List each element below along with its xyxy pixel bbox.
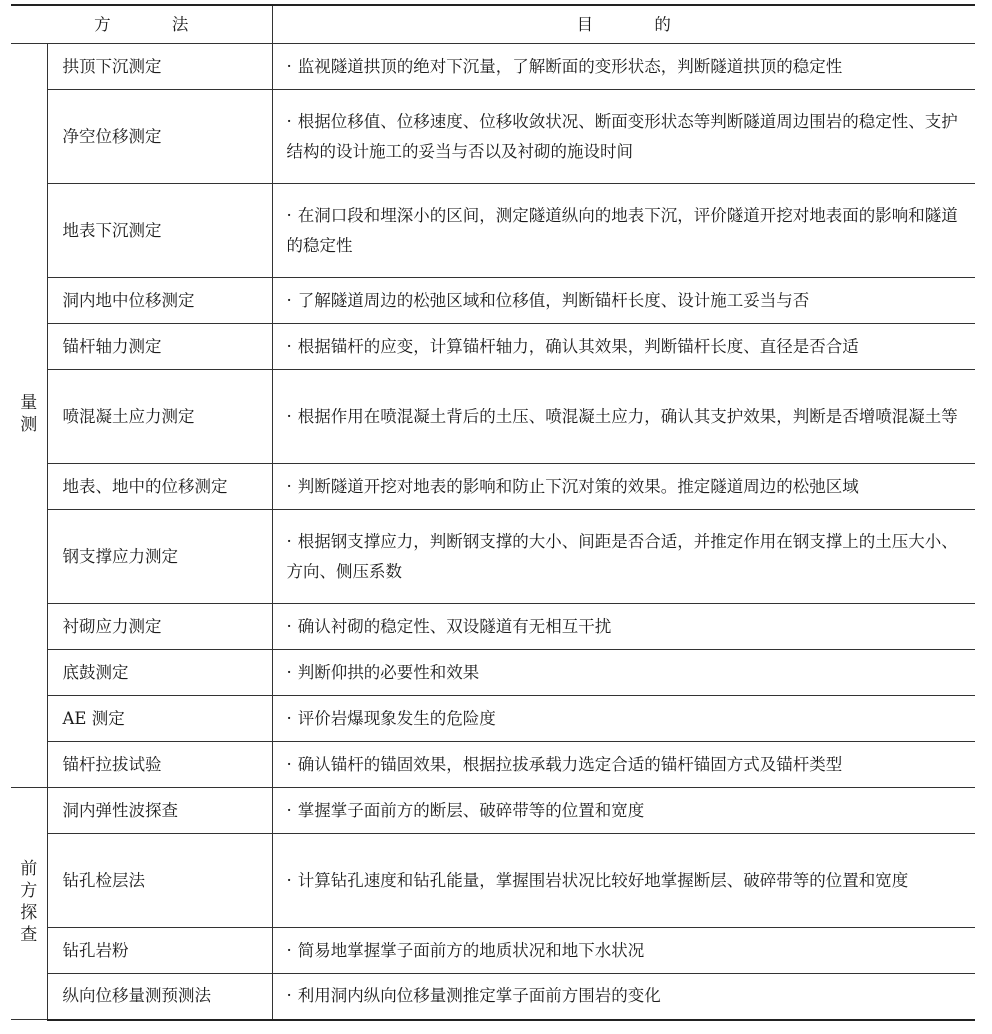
bullet-mark: · <box>286 616 292 636</box>
bullet-mark: · <box>286 986 292 1006</box>
purpose-cell <box>272 604 975 650</box>
method-cell: 锚杆轴力测定 <box>47 324 272 370</box>
purpose-text: 利用洞内纵向位移量测推定掌子面前方围岩的变化 <box>297 986 661 1006</box>
purpose-text: 在洞口段和埋深小的区间，测定隧道纵向的地表下沉，评价隧道开挖对地表面的影响和隧道的稳定性 <box>286 205 958 255</box>
table-row <box>11 928 975 974</box>
purpose-cell <box>272 834 975 928</box>
measurement-table <box>11 4 975 1021</box>
bullet-mark: · <box>286 800 292 820</box>
purpose-text: 根据作用在喷混凝土背后的土压、喷混凝土应力，确认其支护效果，判断是否增喷混凝土等 <box>297 406 958 426</box>
table-row <box>11 324 975 370</box>
purpose-text: 简易地掌握掌子面前方的地质状况和地下水状况 <box>297 940 645 960</box>
purpose-cell <box>272 44 975 90</box>
bullet-mark: · <box>286 708 292 728</box>
method-cell: AE 测定 <box>47 696 272 742</box>
purpose-cell <box>272 324 975 370</box>
table-body <box>11 44 975 1020</box>
purpose-cell <box>272 742 975 788</box>
document-page <box>11 4 975 1021</box>
table-row <box>11 184 975 278</box>
table-row <box>11 44 975 90</box>
purpose-cell <box>272 974 975 1020</box>
table-row <box>11 370 975 464</box>
table-row <box>11 604 975 650</box>
method-cell: 锚杆拉拔试验 <box>47 742 272 788</box>
purpose-text: 评价岩爆现象发生的危险度 <box>297 708 496 728</box>
method-cell: 拱顶下沉测定 <box>47 44 272 90</box>
purpose-text: 了解隧道周边的松弛区域和位移值，判断锚杆长度、设计施工妥当与否 <box>297 290 810 310</box>
group-label: 量测 <box>20 392 38 435</box>
method-cell: 喷混凝土应力测定 <box>47 370 272 464</box>
bullet-mark: · <box>286 205 292 225</box>
method-cell: 纵向位移量测预测法 <box>47 974 272 1020</box>
header-method: 方 法 <box>11 5 272 44</box>
purpose-text: 根据钢支撑应力，判断钢支撑的大小、间距是否合适，并推定作用在钢支撑上的土压大小、方向、侧压系数 <box>286 531 958 581</box>
bullet-mark: · <box>286 406 292 426</box>
bullet-mark: · <box>286 531 292 551</box>
bullet-mark: · <box>286 940 292 960</box>
purpose-cell <box>272 650 975 696</box>
purpose-text: 计算钻孔速度和钻孔能量，掌握围岩状况比较好地掌握断层、破碎带等的位置和宽度 <box>297 870 909 890</box>
method-cell: 净空位移测定 <box>47 90 272 184</box>
method-cell: 洞内弹性波探查 <box>47 788 272 834</box>
bullet-mark: · <box>286 111 292 131</box>
group-label-cell <box>11 44 47 788</box>
header-purpose: 目 的 <box>272 5 975 44</box>
table-row <box>11 510 975 604</box>
bullet-mark: · <box>286 754 292 774</box>
bullet-mark: · <box>286 870 292 890</box>
purpose-cell <box>272 788 975 834</box>
table-row <box>11 464 975 510</box>
table-row <box>11 834 975 928</box>
purpose-cell <box>272 464 975 510</box>
table-row <box>11 696 975 742</box>
purpose-text: 确认衬砌的稳定性、双设隧道有无相互干扰 <box>297 616 612 636</box>
method-cell: 地表、地中的位移测定 <box>47 464 272 510</box>
table-row <box>11 974 975 1020</box>
purpose-cell <box>272 90 975 184</box>
method-cell: 衬砌应力测定 <box>47 604 272 650</box>
bullet-mark: · <box>286 56 292 76</box>
table-row <box>11 650 975 696</box>
table-row <box>11 742 975 788</box>
table-row <box>11 90 975 184</box>
purpose-text: 监视隧道拱顶的绝对下沉量，了解断面的变形状态，判断隧道拱顶的稳定性 <box>297 56 843 76</box>
group-label-cell <box>11 788 47 1020</box>
purpose-text: 判断隧道开挖对地表的影响和防止下沉对策的效果。推定隧道周边的松弛区域 <box>297 476 859 496</box>
purpose-cell <box>272 510 975 604</box>
table-row <box>11 788 975 834</box>
method-cell: 钻孔检层法 <box>47 834 272 928</box>
group-label: 前方探查 <box>20 858 38 945</box>
purpose-text: 根据锚杆的应变，计算锚杆轴力，确认其效果，判断锚杆长度、直径是否合适 <box>297 336 859 356</box>
purpose-cell <box>272 278 975 324</box>
purpose-text: 根据位移值、位移速度、位移收敛状况、断面变形状态等判断隧道周边围岩的稳定性、支护结构的设计施工的妥当与否以及衬砌的施设时间 <box>286 111 958 161</box>
purpose-text: 掌握掌子面前方的断层、破碎带等的位置和宽度 <box>297 800 645 820</box>
method-cell: 钢支撑应力测定 <box>47 510 272 604</box>
table-row <box>11 278 975 324</box>
bullet-mark: · <box>286 476 292 496</box>
purpose-text: 确认锚杆的锚固效果，根据拉拔承载力选定合适的锚杆锚固方式及锚杆类型 <box>297 754 843 774</box>
method-cell: 底鼓测定 <box>47 650 272 696</box>
purpose-cell <box>272 370 975 464</box>
purpose-cell <box>272 696 975 742</box>
method-cell: 洞内地中位移测定 <box>47 278 272 324</box>
purpose-cell <box>272 928 975 974</box>
bullet-mark: · <box>286 662 292 682</box>
method-cell: 地表下沉测定 <box>47 184 272 278</box>
bullet-mark: · <box>286 290 292 310</box>
bullet-mark: · <box>286 336 292 356</box>
method-cell: 钻孔岩粉 <box>47 928 272 974</box>
purpose-cell <box>272 184 975 278</box>
purpose-text: 判断仰拱的必要性和效果 <box>297 662 480 682</box>
table-header-row <box>11 5 975 44</box>
